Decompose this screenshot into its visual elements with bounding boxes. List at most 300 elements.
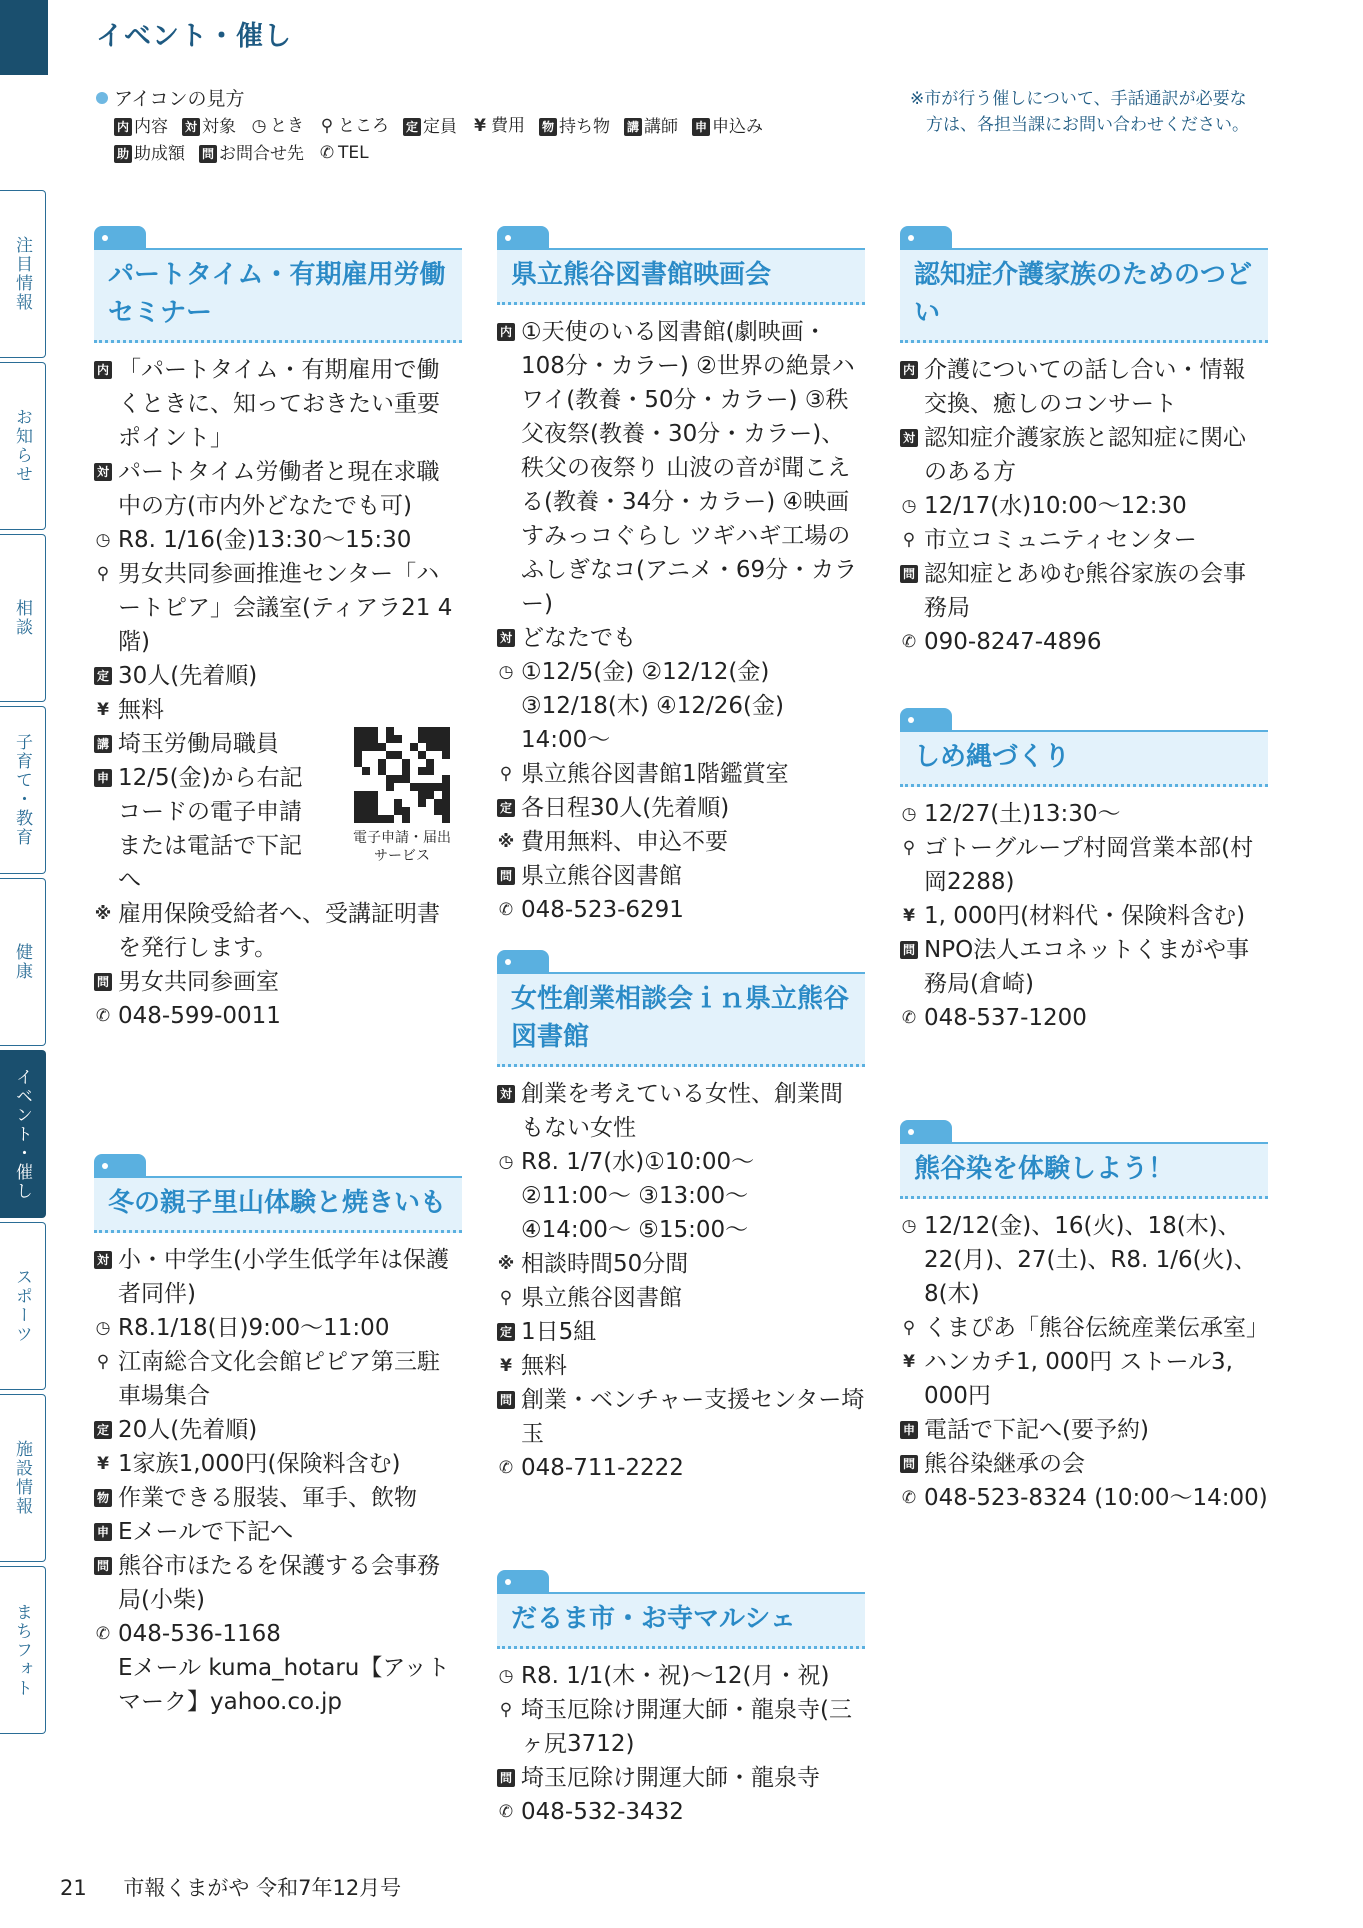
qr-module bbox=[434, 775, 442, 783]
info-text: 江南総合文化会館ピピア第三駐車場集合 bbox=[118, 1349, 440, 1409]
qr-module bbox=[386, 767, 394, 775]
info-text: 048-532-3432 bbox=[521, 1799, 684, 1825]
capacity-icon: 定 bbox=[497, 799, 515, 817]
qr-module bbox=[426, 767, 434, 775]
clock-icon: ◷ bbox=[901, 804, 917, 824]
info-text: 090-8247-4896 bbox=[924, 629, 1102, 655]
inquiry-icon: 問 bbox=[94, 973, 112, 991]
title-line: 認知症介護家族のためのつどい bbox=[914, 260, 1253, 328]
side-tab[interactable] bbox=[0, 362, 46, 530]
qr-module bbox=[442, 735, 450, 743]
apply-icon: 申 bbox=[94, 769, 112, 787]
page-footer bbox=[60, 1872, 401, 1902]
section-header bbox=[497, 950, 865, 1067]
qr-module bbox=[442, 807, 450, 815]
side-tab[interactable] bbox=[0, 1050, 46, 1218]
info-row bbox=[497, 1145, 865, 1247]
section-header bbox=[900, 708, 1268, 787]
info-text: 「パートタイム・有期雇用で働くときに、知っておきたい重要ポイント」 bbox=[118, 357, 440, 451]
info-text: 創業を考えている女性、創業間もない女性 bbox=[521, 1081, 843, 1141]
qr-module bbox=[410, 807, 418, 815]
qr-module bbox=[410, 751, 418, 759]
legend-title: アイコンの見方 bbox=[114, 88, 245, 110]
note-line: ※市が行う催しについて、手話通訳が必要な bbox=[910, 89, 1247, 109]
qr-module bbox=[402, 767, 410, 775]
target-icon: 対 bbox=[94, 1251, 112, 1269]
qr-module bbox=[426, 759, 434, 767]
legend-item bbox=[624, 114, 678, 140]
info-text: 熊谷市ほたるを保護する会事務局(小柴) bbox=[118, 1553, 440, 1613]
legend-label: 申込み bbox=[712, 117, 763, 137]
section-tab-icon bbox=[497, 950, 549, 974]
qr-module bbox=[386, 807, 394, 815]
qr-module bbox=[426, 775, 434, 783]
title-line: 県立熊谷図書館映画会 bbox=[511, 260, 772, 290]
qr-module bbox=[402, 807, 410, 815]
qr-module bbox=[434, 815, 442, 823]
qr-module bbox=[386, 735, 394, 743]
title-line: 冬の親子里山体験と焼きいも bbox=[108, 1188, 447, 1218]
qr-module bbox=[410, 799, 418, 807]
subsidy-icon: 助 bbox=[114, 145, 132, 163]
side-tab[interactable] bbox=[0, 706, 46, 874]
qr-module bbox=[410, 743, 418, 751]
qr-module bbox=[426, 791, 434, 799]
note-mark-icon: ※ bbox=[497, 832, 515, 852]
sign-language-note bbox=[910, 86, 1249, 138]
qr-module bbox=[394, 775, 402, 783]
qr-module bbox=[362, 775, 370, 783]
yen-icon: ¥ bbox=[97, 1454, 109, 1474]
info-row bbox=[497, 1659, 865, 1693]
section-header bbox=[900, 1120, 1268, 1199]
info-text: 048-523-8324 (10:00〜14:00) bbox=[924, 1485, 1268, 1511]
qr-module bbox=[354, 783, 362, 791]
section-daruma bbox=[497, 1570, 865, 1829]
apply-icon: 申 bbox=[900, 1421, 918, 1439]
qr-module bbox=[370, 783, 378, 791]
qr-module bbox=[434, 767, 442, 775]
info-text: 1日5組 bbox=[521, 1319, 597, 1345]
info-text: ①12/5(金) ②12/12(金) ③12/18(木) ④12/26(金) 14:00〜 bbox=[521, 659, 785, 753]
info-row bbox=[94, 455, 462, 523]
qr-module bbox=[410, 735, 418, 743]
location-pin-icon: ⚲ bbox=[902, 838, 916, 858]
location-pin-icon: ⚲ bbox=[499, 764, 513, 784]
capacity-icon: 定 bbox=[94, 1421, 112, 1439]
qr-module bbox=[354, 759, 362, 767]
info-row bbox=[497, 655, 865, 757]
qr-module bbox=[354, 727, 362, 735]
info-text: 県立熊谷図書館1階鑑賞室 bbox=[521, 761, 789, 787]
qr-module bbox=[370, 767, 378, 775]
title-line: 図書館 bbox=[511, 1022, 590, 1052]
info-row bbox=[94, 523, 462, 557]
legend-row bbox=[114, 113, 777, 140]
info-text: 県立熊谷図書館 bbox=[521, 1285, 682, 1311]
qr-module bbox=[402, 743, 410, 751]
qr-module bbox=[402, 815, 410, 823]
info-row bbox=[497, 1349, 865, 1383]
target-icon: 対 bbox=[182, 118, 200, 136]
qr-module bbox=[434, 743, 442, 751]
qr-module bbox=[378, 743, 386, 751]
info-text: 市立コミュニティセンター bbox=[924, 527, 1197, 553]
side-tab[interactable] bbox=[0, 190, 46, 358]
section-body bbox=[94, 1243, 462, 1719]
side-tab-label: スポーツ bbox=[12, 1268, 32, 1344]
qr-module bbox=[418, 743, 426, 751]
qr-module bbox=[410, 783, 418, 791]
section-title bbox=[94, 248, 462, 343]
qr-module bbox=[426, 743, 434, 751]
qr-module bbox=[442, 815, 450, 823]
info-row bbox=[497, 1383, 865, 1451]
qr-module bbox=[426, 727, 434, 735]
legend-label: とき bbox=[270, 116, 304, 136]
qr-module bbox=[418, 735, 426, 743]
info-text: ゴトーグループ村岡営業本部(村岡2288) bbox=[924, 835, 1254, 895]
qr-code[interactable] bbox=[354, 727, 450, 823]
section-header bbox=[94, 226, 462, 343]
section-tab-icon bbox=[900, 1120, 952, 1144]
info-row bbox=[497, 315, 865, 621]
section-dementia bbox=[900, 226, 1268, 659]
side-tab[interactable] bbox=[0, 1222, 46, 1390]
info-text: R8. 1/1(木・祝)〜12(月・祝) bbox=[521, 1663, 830, 1689]
info-text: 1, 000円(材料代・保険料含む) bbox=[924, 903, 1246, 929]
qr-module bbox=[410, 759, 418, 767]
info-row bbox=[900, 1345, 1268, 1413]
qr-module bbox=[370, 791, 378, 799]
qr-module bbox=[426, 815, 434, 823]
qr-module bbox=[426, 735, 434, 743]
section-title bbox=[900, 730, 1268, 787]
lecturer-icon: 講 bbox=[94, 735, 112, 753]
info-row bbox=[94, 1413, 462, 1447]
qr-module bbox=[386, 783, 394, 791]
info-text: 埼玉労働局職員 bbox=[118, 731, 279, 757]
info-text: 県立熊谷図書館 bbox=[521, 863, 682, 889]
qr-module bbox=[386, 743, 394, 751]
qr-module bbox=[378, 791, 386, 799]
qr-module bbox=[434, 735, 442, 743]
location-pin-icon: ⚲ bbox=[320, 116, 334, 136]
qr-module bbox=[378, 783, 386, 791]
qr-module bbox=[410, 815, 418, 823]
section-title bbox=[94, 1176, 462, 1233]
side-tab-label: まちフォト bbox=[12, 1602, 32, 1698]
qr-module bbox=[362, 807, 370, 815]
qr-module bbox=[442, 727, 450, 735]
info-text: 費用無料、申込不要 bbox=[521, 829, 728, 855]
location-pin-icon: ⚲ bbox=[96, 564, 110, 584]
legend-item bbox=[114, 141, 185, 167]
phone-icon: ✆ bbox=[498, 900, 514, 920]
info-row bbox=[900, 1001, 1268, 1035]
info-text: 相談時間50分間 bbox=[521, 1251, 689, 1277]
info-row bbox=[94, 1447, 462, 1481]
info-row bbox=[497, 791, 865, 825]
info-row bbox=[94, 1651, 462, 1719]
info-text: 雇用保険受給者へ、受講証明書を発行します。 bbox=[118, 901, 440, 961]
qr-module bbox=[362, 751, 370, 759]
title-line: だるま市・お寺マルシェ bbox=[511, 1604, 796, 1634]
legend-label: 対象 bbox=[202, 117, 236, 137]
qr-module bbox=[418, 727, 426, 735]
qr-module bbox=[354, 743, 362, 751]
qr-module bbox=[418, 799, 426, 807]
qr-module bbox=[354, 807, 362, 815]
phone-icon: ✆ bbox=[319, 143, 335, 163]
info-row bbox=[497, 1247, 865, 1281]
title-line: 熊谷染を体験しよう！ bbox=[914, 1154, 1175, 1184]
section-body bbox=[497, 1659, 865, 1829]
info-text: 各日程30人(先着順) bbox=[521, 795, 730, 821]
qr-module bbox=[394, 743, 402, 751]
target-icon: 対 bbox=[497, 1085, 515, 1103]
info-text: 1家族1,000円(保険料含む) bbox=[118, 1451, 401, 1477]
info-row bbox=[497, 1795, 865, 1829]
qr-module bbox=[362, 799, 370, 807]
qr-module bbox=[442, 759, 450, 767]
section-shimenawa bbox=[900, 708, 1268, 1035]
capacity-icon: 定 bbox=[94, 667, 112, 685]
qr-module bbox=[402, 751, 410, 759]
qr-module bbox=[370, 743, 378, 751]
qr-module bbox=[354, 751, 362, 759]
qr-module bbox=[378, 815, 386, 823]
target-icon: 対 bbox=[497, 629, 515, 647]
info-text: 30人(先着順) bbox=[118, 663, 258, 689]
side-tab-label: イベント・催し bbox=[12, 1067, 32, 1201]
qr-module bbox=[354, 815, 362, 823]
legend-item bbox=[182, 114, 236, 140]
qr-module bbox=[354, 775, 362, 783]
location-pin-icon: ⚲ bbox=[499, 1288, 513, 1308]
info-row bbox=[497, 1451, 865, 1485]
info-text: どなたでも bbox=[521, 625, 636, 651]
qr-module bbox=[354, 799, 362, 807]
info-row bbox=[94, 761, 304, 897]
qr-module bbox=[442, 743, 450, 751]
info-row bbox=[497, 1077, 865, 1145]
qr-module bbox=[378, 807, 386, 815]
capacity-icon: 定 bbox=[403, 118, 421, 136]
info-text: 無料 bbox=[521, 1353, 567, 1379]
belongings-icon: 物 bbox=[94, 1489, 112, 1507]
info-text: 熊谷染継承の会 bbox=[924, 1451, 1085, 1477]
publication-name: 市報くまがや 令和7年12月号 bbox=[123, 1876, 402, 1900]
qr-module bbox=[362, 735, 370, 743]
location-pin-icon: ⚲ bbox=[902, 530, 916, 550]
qr-module bbox=[378, 727, 386, 735]
yen-icon: ¥ bbox=[903, 906, 915, 926]
qr-module bbox=[418, 751, 426, 759]
info-row bbox=[497, 1281, 865, 1315]
qr-module bbox=[394, 783, 402, 791]
clock-icon: ◷ bbox=[251, 116, 267, 136]
capacity-icon: 定 bbox=[497, 1323, 515, 1341]
qr-module bbox=[434, 799, 442, 807]
qr-module bbox=[434, 807, 442, 815]
qr-module bbox=[386, 727, 394, 735]
qr-module bbox=[378, 799, 386, 807]
info-text: NPO法人エコネットくまがや事務局(倉崎) bbox=[924, 937, 1250, 997]
qr-module bbox=[394, 767, 402, 775]
section-body bbox=[900, 797, 1268, 1035]
corner-block bbox=[0, 0, 48, 75]
info-row bbox=[94, 1549, 462, 1617]
note-mark-icon: ※ bbox=[94, 904, 112, 924]
info-row bbox=[900, 523, 1268, 557]
info-row bbox=[94, 1345, 462, 1413]
side-tab[interactable] bbox=[0, 534, 46, 702]
section-tab-icon bbox=[497, 226, 549, 250]
side-tab[interactable] bbox=[0, 878, 46, 1046]
qr-module bbox=[402, 735, 410, 743]
location-pin-icon: ⚲ bbox=[902, 1318, 916, 1338]
belongings-icon: 物 bbox=[539, 118, 557, 136]
section-satoyama bbox=[94, 1154, 462, 1719]
info-row bbox=[900, 933, 1268, 1001]
info-text: 048-599-0011 bbox=[118, 1003, 281, 1029]
location-pin-icon: ⚲ bbox=[499, 1700, 513, 1720]
info-text: 電話で下記へ(要予約) bbox=[924, 1417, 1149, 1443]
section-header bbox=[94, 1154, 462, 1233]
section-tab-icon bbox=[94, 1154, 146, 1178]
side-tab-label: 施設情報 bbox=[12, 1440, 32, 1516]
legend-label: 定員 bbox=[423, 117, 457, 137]
qr-module bbox=[362, 767, 370, 775]
content-icon: 内 bbox=[114, 118, 132, 136]
qr-module bbox=[370, 815, 378, 823]
qr-module bbox=[386, 751, 394, 759]
info-row bbox=[900, 1413, 1268, 1447]
section-kumagaya-zome bbox=[900, 1120, 1268, 1515]
side-tab[interactable] bbox=[0, 1394, 46, 1562]
info-row bbox=[900, 353, 1268, 421]
info-text: 小・中学生(小学生低学年は保護者同伴) bbox=[118, 1247, 449, 1307]
qr-caption-line: サービス bbox=[374, 848, 430, 864]
info-row bbox=[900, 1311, 1268, 1345]
yen-icon: ¥ bbox=[500, 1356, 512, 1376]
page-title: イベント・催し bbox=[96, 21, 292, 52]
qr-module bbox=[362, 815, 370, 823]
legend-title-row bbox=[96, 84, 777, 111]
qr-module bbox=[394, 791, 402, 799]
qr-module bbox=[410, 767, 418, 775]
info-text: 介護についての話し合い・情報交換、癒しのコンサート bbox=[924, 357, 1246, 417]
phone-icon: ✆ bbox=[95, 1624, 111, 1644]
qr-module bbox=[402, 775, 410, 783]
section-title bbox=[497, 248, 865, 305]
qr-module bbox=[426, 799, 434, 807]
info-text: 作業できる服装、軍手、飲物 bbox=[118, 1485, 417, 1511]
info-row bbox=[900, 1447, 1268, 1481]
section-tab-icon bbox=[900, 226, 952, 250]
clock-icon: ◷ bbox=[95, 530, 111, 550]
section-title bbox=[497, 1592, 865, 1649]
legend-label: 費用 bbox=[491, 116, 525, 136]
clock-icon: ◷ bbox=[901, 496, 917, 516]
phone-icon: ✆ bbox=[498, 1458, 514, 1478]
clock-icon: ◷ bbox=[901, 1216, 917, 1236]
qr-module bbox=[370, 807, 378, 815]
inquiry-icon: 問 bbox=[900, 941, 918, 959]
info-text: 認知症介護家族と認知症に関心のある方 bbox=[924, 425, 1246, 485]
target-icon: 対 bbox=[94, 463, 112, 481]
qr-module bbox=[434, 783, 442, 791]
qr-module bbox=[418, 807, 426, 815]
content-icon: 内 bbox=[497, 323, 515, 341]
side-tab-label: 注目情報 bbox=[12, 236, 32, 312]
qr-module bbox=[434, 751, 442, 759]
section-body bbox=[900, 353, 1268, 659]
side-tab-label: 相談 bbox=[12, 599, 32, 637]
side-tab-label: 健康 bbox=[12, 943, 32, 981]
qr-module bbox=[394, 815, 402, 823]
phone-icon: ✆ bbox=[901, 632, 917, 652]
legend-label: 講師 bbox=[644, 117, 678, 137]
title-line: しめ縄づくり bbox=[914, 742, 1071, 772]
phone-icon: ✆ bbox=[498, 1802, 514, 1822]
info-text: 12/17(水)10:00〜12:30 bbox=[924, 493, 1187, 519]
legend-item bbox=[539, 114, 610, 140]
qr-module bbox=[418, 815, 426, 823]
legend-item bbox=[471, 113, 525, 139]
info-row bbox=[900, 1481, 1268, 1515]
inquiry-icon: 問 bbox=[497, 1769, 515, 1787]
legend-item bbox=[250, 113, 304, 139]
section-tab-icon bbox=[497, 1570, 549, 1594]
section-header bbox=[497, 226, 865, 305]
qr-module bbox=[378, 767, 386, 775]
legend-row bbox=[114, 140, 777, 167]
qr-module bbox=[378, 775, 386, 783]
info-row bbox=[94, 1311, 462, 1345]
info-text: 男女共同参画推進センター「ハートピア」会議室(ティアラ21 4階) bbox=[118, 561, 453, 655]
info-text: Eメールで下記へ bbox=[118, 1519, 294, 1545]
icon-legend bbox=[96, 84, 777, 167]
phone-icon: ✆ bbox=[901, 1008, 917, 1028]
content-icon: 内 bbox=[94, 361, 112, 379]
info-row bbox=[94, 659, 462, 693]
section-title bbox=[497, 972, 865, 1067]
side-tab-label: 子育て・教育 bbox=[12, 733, 32, 847]
info-row bbox=[900, 831, 1268, 899]
info-text: 創業・ベンチャー支援センター埼玉 bbox=[521, 1387, 865, 1447]
qr-module bbox=[442, 767, 450, 775]
qr-module bbox=[418, 767, 426, 775]
qr-module bbox=[386, 791, 394, 799]
info-row bbox=[94, 1243, 462, 1311]
qr-module bbox=[426, 807, 434, 815]
info-row bbox=[94, 1515, 462, 1549]
qr-caption bbox=[340, 829, 464, 865]
info-row bbox=[497, 1693, 865, 1761]
side-tab[interactable] bbox=[0, 1566, 46, 1734]
clock-icon: ◷ bbox=[498, 662, 514, 682]
legend-item bbox=[199, 141, 304, 167]
info-row bbox=[94, 897, 462, 965]
info-text: R8. 1/16(金)13:30〜15:30 bbox=[118, 527, 412, 553]
qr-module bbox=[370, 735, 378, 743]
info-row bbox=[900, 899, 1268, 933]
phone-icon: ✆ bbox=[901, 1488, 917, 1508]
side-tab-label: お知らせ bbox=[12, 408, 32, 484]
section-title bbox=[900, 1142, 1268, 1199]
